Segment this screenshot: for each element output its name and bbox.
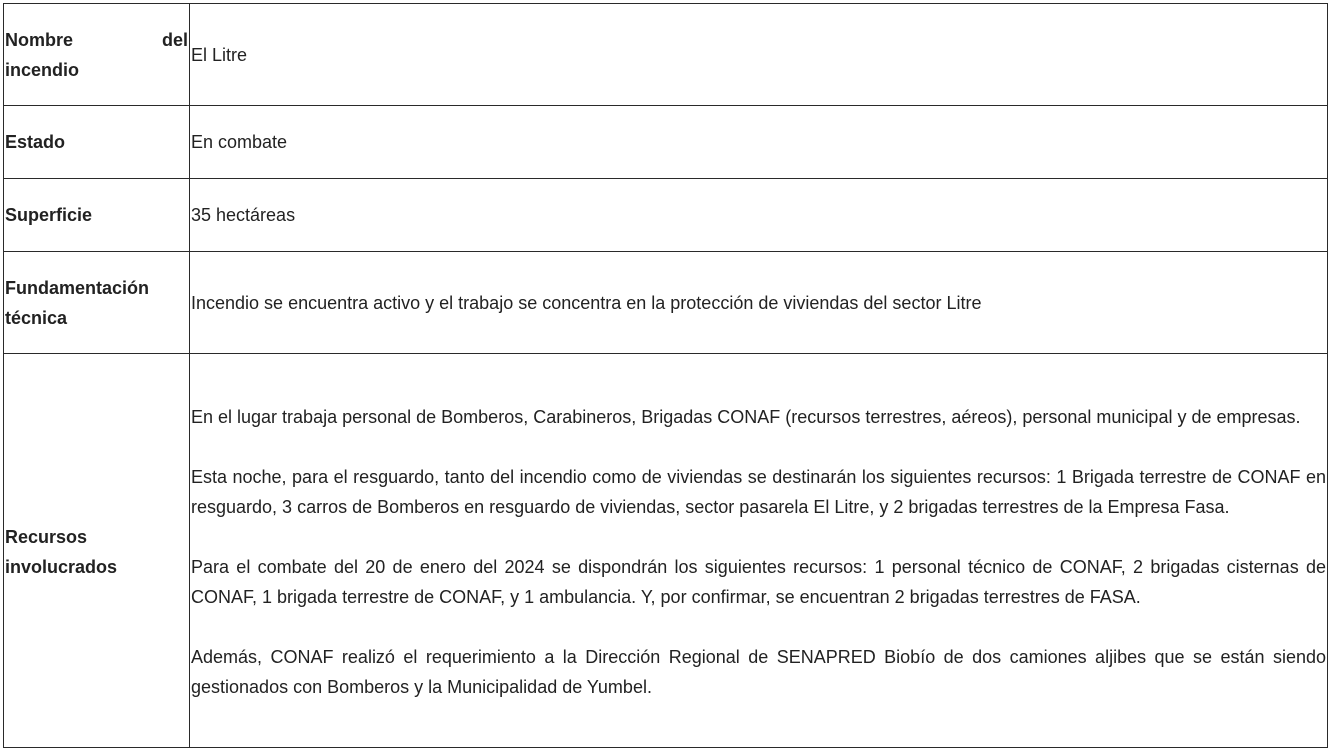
value-superficie: 35 hectáreas (190, 179, 1328, 252)
label-line-2: involucrados (5, 556, 118, 577)
incident-info-table (3, 3, 1328, 748)
label-recursos-involucrados (4, 354, 190, 748)
table-row-recursos (4, 354, 1328, 748)
value-estado: En combate (190, 106, 1328, 179)
label-line-1: Fundamentación (5, 277, 150, 298)
label-line-2: incendio (5, 59, 80, 80)
label-word-del: del (161, 29, 188, 50)
recursos-paragraph-resguardo: Esta noche, para el resguardo, tanto del incendio como de viviendas se destinarán los siguientes recursos: 1 Brigada terrestre de CONAF en resguardo, 3 carros de Bomberos en resguardo de viviendas, sector pasarela El Litre, y 2 brigadas terrestres de la Empresa Fasa. (191, 466, 1326, 517)
value-fundamentacion-tecnica: Incendio se encuentra activo y el trabajo se concentra en la protección de viviendas del sector Litre (190, 252, 1328, 354)
label-line-1 (5, 25, 188, 55)
recursos-paragraph-combate: Para el combate del 20 de enero del 2024 se dispondrán los siguientes recursos: 1 personal técnico de CONAF, 2 brigadas cisternas de CONAF, 1 brigada terrestre de CONAF, y 1 ambulancia. Y, por confirmar, se encuentran 2 brigadas terrestres de FASA. (191, 556, 1326, 607)
table-row-superficie (4, 179, 1328, 252)
label-line-2: técnica (5, 307, 68, 328)
recursos-paragraph-personal: En el lugar trabaja personal de Bomberos, Carabineros, Brigadas CONAF (recursos terrestres, aéreos), personal municipal y de empresas. (191, 406, 1301, 427)
label-superficie: Superficie (4, 179, 190, 252)
label-nombre-incendio (4, 4, 190, 106)
value-nombre-incendio: El Litre (190, 4, 1328, 106)
label-word-nombre: Nombre (5, 29, 74, 50)
value-recursos-involucrados (190, 354, 1328, 748)
table-row-fundamentacion (4, 252, 1328, 354)
recursos-paragraph-aljibes: Además, CONAF realizó el requerimiento a la Dirección Regional de SENAPRED Biobío de dos camiones aljibes que se están siendo gestionados con Bomberos y la Municipalidad de Yumbel. (191, 646, 1326, 697)
label-fundamentacion-tecnica (4, 252, 190, 354)
table-row-nombre (4, 4, 1328, 106)
label-estado: Estado (4, 106, 190, 179)
label-line-1: Recursos (5, 526, 88, 547)
table-row-estado (4, 106, 1328, 179)
